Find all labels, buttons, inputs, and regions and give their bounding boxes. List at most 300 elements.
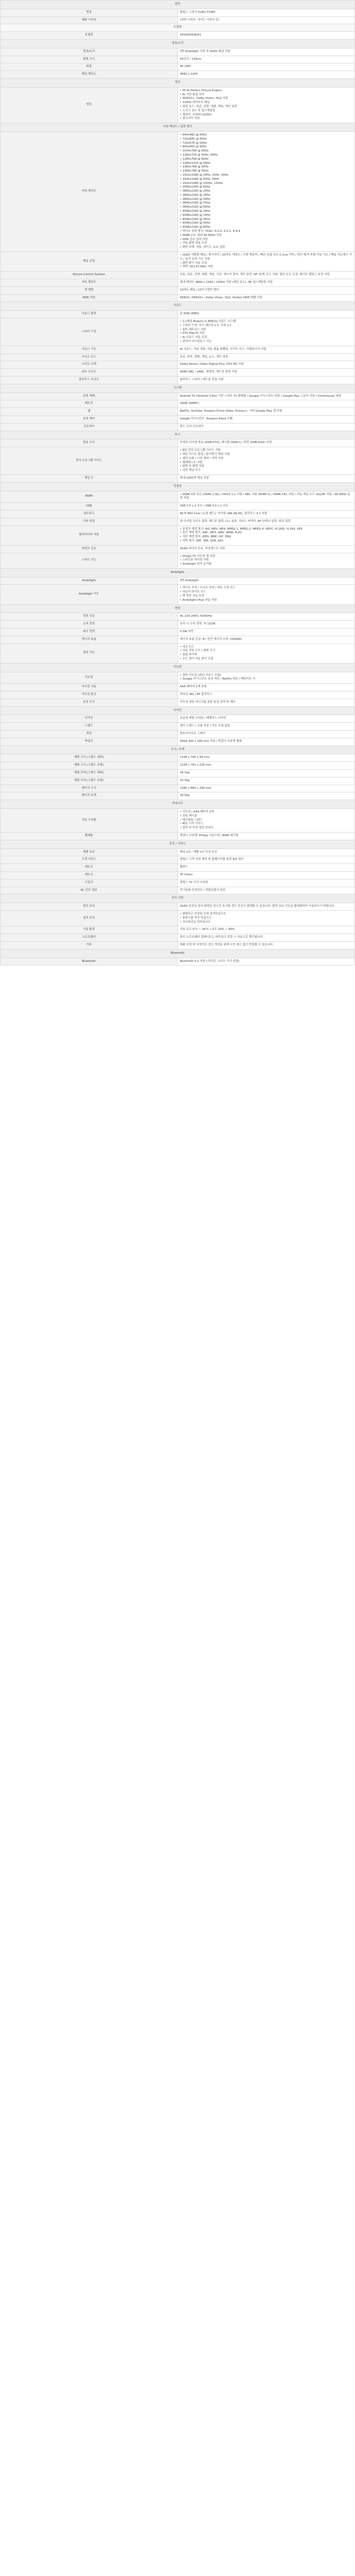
spec-key: 음성 제어 [1, 415, 178, 423]
spec-value-line: 22.3kg [180, 778, 190, 782]
spec-value-line: Bluetooth 4.2 지원 (리모컨, 오디오 기기 연결) [180, 959, 240, 963]
spec-value-line: • 3840x2160 @ 25Hz [180, 193, 210, 197]
spec-value-line: • 2.1채널 Bowers & Wilkins 사운드 시스템 [180, 320, 236, 324]
section-title: 주의 사항 [1, 894, 355, 903]
spec-value [177, 369, 355, 377]
spec-value-line: • 전원 케이블 [180, 814, 197, 818]
spec-value [177, 311, 355, 318]
spec-value-line: • 1280x1024 @ 60Hz [180, 161, 210, 165]
spec-value-line: • 화면 속 화면 지원 [180, 465, 204, 468]
spec-value-line: 폴란드 [180, 866, 188, 869]
spec-key: 앱 [1, 408, 178, 416]
spec-key: 사용 환경 [1, 926, 178, 934]
spec-value [177, 353, 355, 361]
spec-value-line: 10비트 패널 / 10억 7천만 컬러 [180, 288, 219, 292]
section-title: 리모컨 [1, 663, 355, 672]
spec-key: Picture Control System [1, 272, 178, 279]
spec-value [177, 294, 355, 302]
spec-row [1, 63, 355, 71]
spec-key: 패널 유형 [1, 252, 178, 272]
spec-key: 운영 체제 [1, 393, 178, 400]
spec-value-line: 자동, 표준, 선명, 영화, 게임, 사진, 에너지 절약, 개인 설정, ISF 낮/밤 모드 지원, 컬러 온도 조정, 화이트 밸런스 보정 지원 [180, 273, 330, 277]
spec-row [1, 518, 355, 526]
spec-value [177, 577, 355, 585]
spec-value [177, 491, 355, 503]
spec-value-line: 29.5kg [180, 794, 190, 798]
spec-row [1, 369, 355, 377]
spec-row [1, 762, 355, 770]
spec-value [177, 56, 355, 63]
spec-value [177, 621, 355, 629]
spec-value-line: • AI 사운드 자동 조절 [180, 336, 207, 340]
spec-value-line: • 양면 리모컨 (쿼티 키보드 포함) [180, 673, 221, 677]
section-title: Ambilight [1, 568, 355, 577]
spec-value-line: 센터 스탠드 / 크롬 마감 / 각도 조절 없음 [180, 724, 230, 728]
spec-value-line: • Ambilight 음악 동기화 [180, 563, 211, 566]
section-header-row [1, 604, 355, 613]
spec-value-line: 4K UHD [180, 65, 191, 69]
spec-value-line: 에너지 효율 등급: B / 연간 에너지 소비: 193kWh [180, 637, 242, 641]
spec-row [1, 131, 355, 251]
spec-value [177, 770, 355, 777]
spec-value-line: VESA 300 x 300 mm 지원 / 벽걸이 브라켓 별매 [180, 739, 242, 743]
section-title: 튜너 [1, 431, 355, 439]
spec-key: 번인 주의 [1, 903, 178, 911]
spec-row [1, 447, 355, 475]
spec-key: 절전 기능 [1, 643, 178, 663]
spec-value-line: 표준, 음악, 영화, 게임, 뉴스, 개인 설정 [180, 355, 228, 359]
spec-value-line: 최신 소프트웨어 업데이트는 네트워크 연결 시 자동으로 확인됩니다. [180, 936, 264, 939]
spec-value-line: DLNA 미디어 공유, 미라캐스트 지원 [180, 547, 225, 550]
section-title: 사운드 [1, 302, 355, 311]
spec-value-line: 16GB (eMMC) [180, 402, 200, 405]
spec-value-line: • 4096x2160 @ 30Hz [180, 217, 210, 221]
spec-key: 멀티미디어 지원 [1, 526, 178, 545]
spec-value-line: • 2560x1440 @ 60Hz [180, 185, 210, 189]
spec-row [1, 926, 355, 934]
section-header-row [1, 894, 355, 903]
spec-value-line: TP Vision [180, 873, 193, 876]
spec-key: 소비 전력 [1, 621, 178, 629]
spec-value [177, 910, 355, 926]
spec-value [177, 738, 355, 745]
spec-key: 음성 인식 [1, 699, 178, 706]
spec-value [177, 71, 355, 79]
spec-value-line: • 조도 센서 자동 밝기 조절 [180, 657, 214, 661]
spec-table [0, 0, 355, 965]
section-title: Bluetooth [1, 949, 355, 958]
spec-value [177, 849, 355, 856]
spec-value [177, 393, 355, 400]
spec-value-line: • 120Hz 네이티브 패널 [180, 101, 210, 105]
spec-value-line: • 벽 색상 자동 보정 [180, 595, 204, 598]
spec-key: 색 재현 [1, 286, 178, 294]
spec-row [1, 903, 355, 911]
spec-value-line: 최대 해상도 3840 x 2160 / 120Hz 지원 (게임 모드), 4K 업스케일링 지원 [180, 281, 273, 284]
spec-value-line: Wi-Fi 802.11ac (듀얼 밴드), 이더넷 LAN (RJ-45), 블루투스 4.2 지원 [180, 512, 268, 515]
spec-row [1, 577, 355, 585]
spec-value-line: 적외선 (IR) / RF 블루투스 [180, 693, 212, 697]
spec-row [1, 279, 355, 287]
spec-value-line: • 명암비: 무한대 (OLED) [180, 113, 212, 116]
spec-value-line: • 1280x720 @ 50Hz, 60Hz [180, 153, 218, 157]
spec-value [177, 346, 355, 353]
spec-value-line: • P5 AI Perfect Picture Engine [180, 89, 222, 92]
spec-row [1, 393, 355, 400]
spec-row [1, 879, 355, 887]
spec-value-line: • 800x600 @ 60Hz [180, 145, 207, 149]
spec-row [1, 376, 355, 384]
spec-value-line: 필립스 고객 지원 센터 및 홈페이지를 통한 A/S 접수 [180, 858, 244, 861]
spec-value-line: 광 디지털 오디오 출력, 헤드폰 출력, CI+ 슬롯, 서비스 커넥터, RF 안테나 입력, 위성 입력 [180, 519, 291, 523]
spec-value-line: Dolby Atmos, Dolby Digital Plus, DTS HD 지원 [180, 363, 244, 366]
spec-row [1, 423, 355, 431]
spec-value [177, 9, 355, 16]
section-header-row [1, 745, 355, 754]
spec-value-line: • 예약 녹화 / 시청 예약 / 자막 지원 [180, 456, 224, 460]
spec-value-line: HDR10, HDR10+, Dolby Vision, HLG, Perfect HDR 변환 지원 [180, 296, 262, 299]
section-title: 지원 해상도 / 입력 형식 [1, 123, 355, 132]
spec-row [1, 353, 355, 361]
spec-key: 벽걸이 [1, 738, 178, 745]
spec-key: 프로세서 [1, 423, 178, 431]
spec-row [1, 346, 355, 353]
spec-row [1, 770, 355, 777]
spec-key: 제품 보증 [1, 849, 178, 856]
spec-row [1, 553, 355, 568]
spec-row [1, 777, 355, 785]
spec-value-line: • 리모컨 / AAA 배터리 2개 [180, 810, 214, 814]
spec-value [177, 785, 355, 792]
spec-value-line: 앤트러사이트 그레이 [180, 732, 206, 736]
spec-value [177, 941, 355, 949]
section-title: 시스템 [1, 384, 355, 393]
spec-value-line: • 에코 모드 [180, 645, 194, 649]
spec-row [1, 311, 355, 318]
spec-value [177, 32, 355, 40]
spec-value-line: HDMI ARC / eARC, 광출력, 헤드폰 출력 지원 [180, 370, 237, 374]
spec-value [177, 762, 355, 770]
spec-row [1, 636, 355, 643]
spec-key: 스피커 구성 [1, 318, 178, 346]
spec-value-line: • 3840x2160 @ 30Hz [180, 197, 210, 201]
spec-value-line: • 직사광선을 피하십시오 [180, 920, 211, 924]
spec-value-line: Google 어시스턴트, Amazon Alexa 호환 [180, 417, 233, 420]
spec-key: 외부 오디오 [1, 369, 178, 377]
spec-key: 설치 주의 [1, 910, 178, 926]
spec-value-line: • 1280x768 @ 60Hz [180, 157, 209, 161]
spec-row [1, 643, 355, 663]
spec-row [1, 71, 355, 79]
spec-row [1, 474, 355, 482]
spec-key: 기타 연결 [1, 518, 178, 526]
section-header-row [1, 39, 355, 48]
spec-value-line: 18.1kg [180, 771, 190, 774]
spec-key: Bluetooth [1, 958, 178, 965]
spec-value [177, 503, 355, 511]
spec-row [1, 699, 355, 706]
spec-key: 메모리 [1, 400, 178, 408]
spec-value [177, 48, 355, 56]
spec-value-line: • 라운지 라이트 모드 [180, 590, 206, 594]
spec-row [1, 585, 355, 604]
spec-value-line: 1228 x 706 x 49 mm [180, 756, 209, 759]
spec-row [1, 738, 355, 745]
spec-value-line: • 테이블탑 스탠드 [180, 818, 203, 822]
section-header-row [1, 568, 355, 577]
spec-row [1, 941, 355, 949]
spec-value-line: • 동영상 재생 형식: AVI, MKV, MP4, MPEG-1, MPEG-2, MPEG-4, HEVC (H.265), H.264, VP9 [180, 527, 303, 531]
spec-value-line: 3840 x 2160 [180, 73, 198, 76]
section-title: 보증 / 서비스 [1, 840, 355, 849]
spec-key: 색상 [1, 731, 178, 738]
spec-row [1, 503, 355, 511]
spec-value [177, 510, 355, 518]
spec-key: 패키지 크기 [1, 785, 178, 792]
spec-key: 제조사 [1, 871, 178, 879]
spec-value [177, 808, 355, 832]
spec-value-line: • 슬립 타이머 [180, 653, 197, 657]
spec-key: 모델명 [1, 32, 178, 40]
spec-row [1, 272, 355, 279]
spec-value-line: • 1920x1080 @ 50Hz, 60Hz [180, 177, 220, 181]
spec-value-line: • 자동 전원 끄기 / 화면 끄기 [180, 649, 216, 653]
subheader-row [1, 24, 355, 32]
spec-value-line: AC 220-240V, 50/60Hz [180, 615, 212, 618]
spec-key: 영상 [1, 87, 178, 123]
spec-row [1, 613, 355, 621]
spec-value-line: 리모컨 내장 마이크를 통한 음성 검색 및 제어 [180, 700, 236, 704]
spec-row [1, 934, 355, 942]
spec-row [1, 415, 355, 423]
spec-value-line: • 3840x2160 @ 50Hz [180, 201, 210, 205]
spec-key: 리모컨 통신 [1, 691, 178, 699]
spec-value-line: 1390 x 880 x 190 mm [180, 786, 211, 790]
spec-key: 명칭 [1, 9, 178, 16]
spec-value-line: • OLED 자발광 패널 / 광시야각 / 10비트 색심도 / 무한 명암비 / 빠른 응답 속도 0.1ms 미만 / 번인 방지 픽셀 이동 기능 / 패널 리프레시 기능 / 동작 보정 기능 지원 [180, 253, 352, 261]
spec-key: 화면 크기 [1, 56, 178, 63]
spec-value-line: 3면 Ambilight [180, 579, 199, 582]
section-title: 크기 / 무게 [1, 745, 355, 754]
spec-row [1, 9, 355, 16]
spec-row [1, 856, 355, 864]
spec-value-line: 사용 온도 5°C ~ 35°C / 습도 20% ~ 80% [180, 928, 235, 931]
section-title: 전원 [1, 604, 355, 613]
spec-key: Ambilight [1, 577, 178, 585]
spec-value [177, 16, 355, 24]
spec-value [177, 864, 355, 872]
spec-value-line: • 스마트폰 미러링 지원 [180, 558, 209, 562]
spec-value [177, 691, 355, 699]
spec-value-line: • 채널 리스트 편집 / 즐겨찾기 채널 지원 [180, 452, 230, 456]
spec-key: 기타 해상도 [1, 279, 178, 287]
section-header-row [1, 1, 355, 9]
section-header-row [1, 384, 355, 393]
spec-key: HDMI [1, 491, 178, 503]
spec-value-line: • Google 어시스턴트 음성 버튼 / Netflix 버튼 / 백라이트 키 [180, 677, 256, 681]
spec-value-line: 1228 x 761 x 226 mm [180, 764, 211, 767]
spec-value-line: • HDR 신호 입력 지원 [180, 238, 208, 241]
section-header-row [1, 78, 355, 87]
spec-row [1, 792, 355, 800]
spec-value-line: • 640x480 @ 60Hz [180, 133, 207, 137]
spec-value-line: • 화면 밝기 자동 조절 [180, 261, 207, 265]
spec-key: 오디오 모드 [1, 353, 178, 361]
spec-value-line: 쿼드 코어 프로세서 [180, 425, 204, 428]
spec-value [177, 731, 355, 738]
spec-value-line: • HDMI 2.0: 최대 4K 60Hz 지원 [180, 233, 222, 237]
spec-value [177, 723, 355, 731]
spec-key: 방송 수신 [1, 439, 178, 447]
spec-value-line: • 빠른 시작 가이드 [180, 822, 204, 826]
spec-value-line: • 자막 형식: SRT, SMI, SUB, ASS [180, 539, 223, 543]
spec-value-line: 패널 2년 / 제품 1년 무상 보증 [180, 850, 217, 854]
spec-key: Ambilight 기능 [1, 585, 178, 604]
spec-row [1, 510, 355, 518]
spec-value-line: 3면 Ambilight 지원 및 OLED 화질 지원 [180, 49, 230, 53]
spec-value [177, 408, 355, 416]
spec-key: USB [1, 503, 178, 511]
spec-value-line: OLED 특성상 정지 화면을 장시간 표시할 경우 잔상이 발생할 수 있습니다. 화면 보호 기능을 활성화하여 사용하시기 바랍니다. [180, 905, 335, 908]
spec-value-line: • 화면 포맷: 자동, 와이드, 4:3, 원본 [180, 246, 225, 249]
spec-key: 고객 서비스 [1, 856, 178, 864]
spec-key: 대기 전력 [1, 629, 178, 636]
spec-row [1, 621, 355, 629]
spec-value [177, 518, 355, 526]
spec-key: 스마트 기능 [1, 553, 178, 568]
spec-value [177, 585, 355, 604]
spec-key: 지원 해상도 [1, 131, 178, 251]
spec-value-line: 55OLED936/61 [180, 33, 201, 37]
spec-value-line: 총 50W (RMS) [180, 312, 200, 316]
spec-key: 스탠드 [1, 723, 178, 731]
spec-value-line: 초슬림 메탈 프레임 / 베젤리스 디자인 [180, 717, 226, 720]
spec-value [177, 545, 355, 553]
spec-value-line: 전기용품 안전인증 / 적합성평가 완료 [180, 888, 226, 892]
spec-value-line: • 노이즈 감소 및 업스케일링 [180, 109, 216, 112]
spec-key: 제품 크기 (스탠드 포함) [1, 762, 178, 770]
spec-row [1, 491, 355, 503]
spec-value [177, 447, 355, 475]
spec-row [1, 439, 355, 447]
spec-key: 패키지 무게 [1, 792, 178, 800]
spec-key: 네트워크 [1, 510, 178, 518]
spec-value [177, 87, 355, 123]
spec-row [1, 286, 355, 294]
spec-value-line: • 사진 재생 형식: JPEG, BMP, GIF, PNG [180, 535, 232, 539]
spec-value [177, 629, 355, 636]
spec-value [177, 684, 355, 691]
spec-key: 수입사 [1, 879, 178, 887]
spec-value [177, 553, 355, 568]
spec-value-line: • 720x576 @ 50Hz [180, 141, 207, 145]
spec-key: 별매품 [1, 832, 178, 840]
spec-value-line: (전면 이미지, 사이드 이미지 등) [180, 18, 220, 22]
section-header-row [1, 706, 355, 715]
section-header-row [1, 840, 355, 849]
spec-key: 제품 무게 (스탠드 제외) [1, 770, 178, 777]
spec-key: KC 인증 정보 [1, 887, 178, 894]
spec-value [177, 754, 355, 762]
spec-row [1, 294, 355, 302]
spec-value [177, 856, 355, 864]
spec-key: 제조국 [1, 864, 178, 872]
spec-value [177, 887, 355, 894]
section-title: 연결성 [1, 482, 355, 491]
spec-value [177, 415, 355, 423]
spec-value-line: 벽걸이 브라켓, Philips 사운드바, HDMI 케이블 [180, 834, 239, 837]
spec-value [177, 279, 355, 287]
spec-row [1, 723, 355, 731]
spec-row [1, 731, 355, 738]
spec-value-line: • 8일 전자 프로그램 가이드 지원 [180, 449, 221, 452]
spec-row [1, 715, 355, 723]
spec-value [177, 643, 355, 663]
spec-value-line: AAA 배터리 2개 포함 [180, 685, 207, 689]
spec-value-line: 55인치 / 139cm [180, 57, 202, 61]
spec-value [177, 63, 355, 71]
spec-value [177, 903, 355, 911]
spec-value-line: 제품 사양 및 디자인은 성능 개선을 위해 사전 예고 없이 변경될 수 있습니다. [180, 943, 274, 946]
section-header-row [1, 949, 355, 958]
subheader-title: 모델명 [1, 24, 355, 32]
section-title: 영상/소리 [1, 39, 355, 48]
spec-value-line: 최대 1000개 채널 저장 [180, 476, 209, 480]
spec-value-line: • 1920x1080 @ 24Hz, 25Hz, 30Hz [180, 173, 228, 177]
spec-key: 컨텐츠 공유 [1, 545, 178, 553]
spec-value-line: • 1366x768 @ 60Hz [180, 170, 209, 173]
spec-value-line: • HDR10+, Dolby Vision, HLG 지원 [180, 97, 228, 100]
spec-value [177, 777, 355, 785]
spec-value-line: • 비디오 입력 형식: YCbCr 4:2:0, 4:2:2, 4:4:4 [180, 230, 240, 233]
spec-row [1, 408, 355, 416]
section-header-row [1, 302, 355, 311]
spec-value-line: • 4096x2160 @ 24Hz [180, 210, 210, 213]
spec-value-line: • 1360x768 @ 60Hz [180, 165, 209, 169]
spec-value-line: • HDMI 4개 포트 (HDMI 2.0b) / HDCP 2.2 지원 / ARC 지원 (HDMI 2) / HDMI-CEC 지원 / 자동 게임 모드 (ALLM) 지원 / 4K 60Hz 입력 지원 [180, 493, 350, 500]
spec-key: 리모컨 사용 [1, 684, 178, 691]
spec-value [177, 423, 355, 431]
spec-row [1, 318, 355, 346]
section-header-row [1, 800, 355, 809]
spec-value [177, 131, 355, 251]
spec-key: 소프트웨어 [1, 934, 178, 942]
spec-value [177, 474, 355, 482]
spec-row [1, 910, 355, 926]
spec-key: 기본 구성품 [1, 808, 178, 832]
spec-value-line: • 화질 모드: 표준, 선명, 영화, 게임, 개인 설정 [180, 105, 237, 108]
spec-value-line: • 텔레텍스트 지원 [180, 461, 203, 464]
spec-row [1, 526, 355, 545]
spec-value-line: • 3840x2160 @ 24Hz [180, 190, 210, 193]
spec-row [1, 958, 355, 965]
spec-table-body [1, 1, 355, 965]
spec-value-line: • 돌비 애트모스 지원 [180, 328, 206, 331]
section-header-row [1, 663, 355, 672]
spec-value-line: Netflix, YouTube, Amazon Prime Video, Disney+, 기타 Google Play 앱 지원 [180, 410, 282, 413]
spec-key: 영상/소리 [1, 48, 178, 56]
spec-key: 패널 해상도 [1, 71, 178, 79]
spec-value [177, 400, 355, 408]
spec-value-line: • 비디오 추적 / 오디오 추적 / 색상 고정 모드 [180, 586, 236, 590]
spec-key: 에너지 효율 [1, 636, 178, 643]
spec-value-line: 필립스 TV 공식 수입원 [180, 880, 208, 884]
spec-value-line: • Ambilight+Hue 연동 지원 [180, 598, 217, 602]
spec-row [1, 629, 355, 636]
spec-value [177, 286, 355, 294]
spec-value-line: AI 사운드, 저음 강화, 자동 볼륨 레벨링, 나이트 모드, 이퀄라이저 지원 [180, 347, 267, 351]
spec-value [177, 376, 355, 384]
